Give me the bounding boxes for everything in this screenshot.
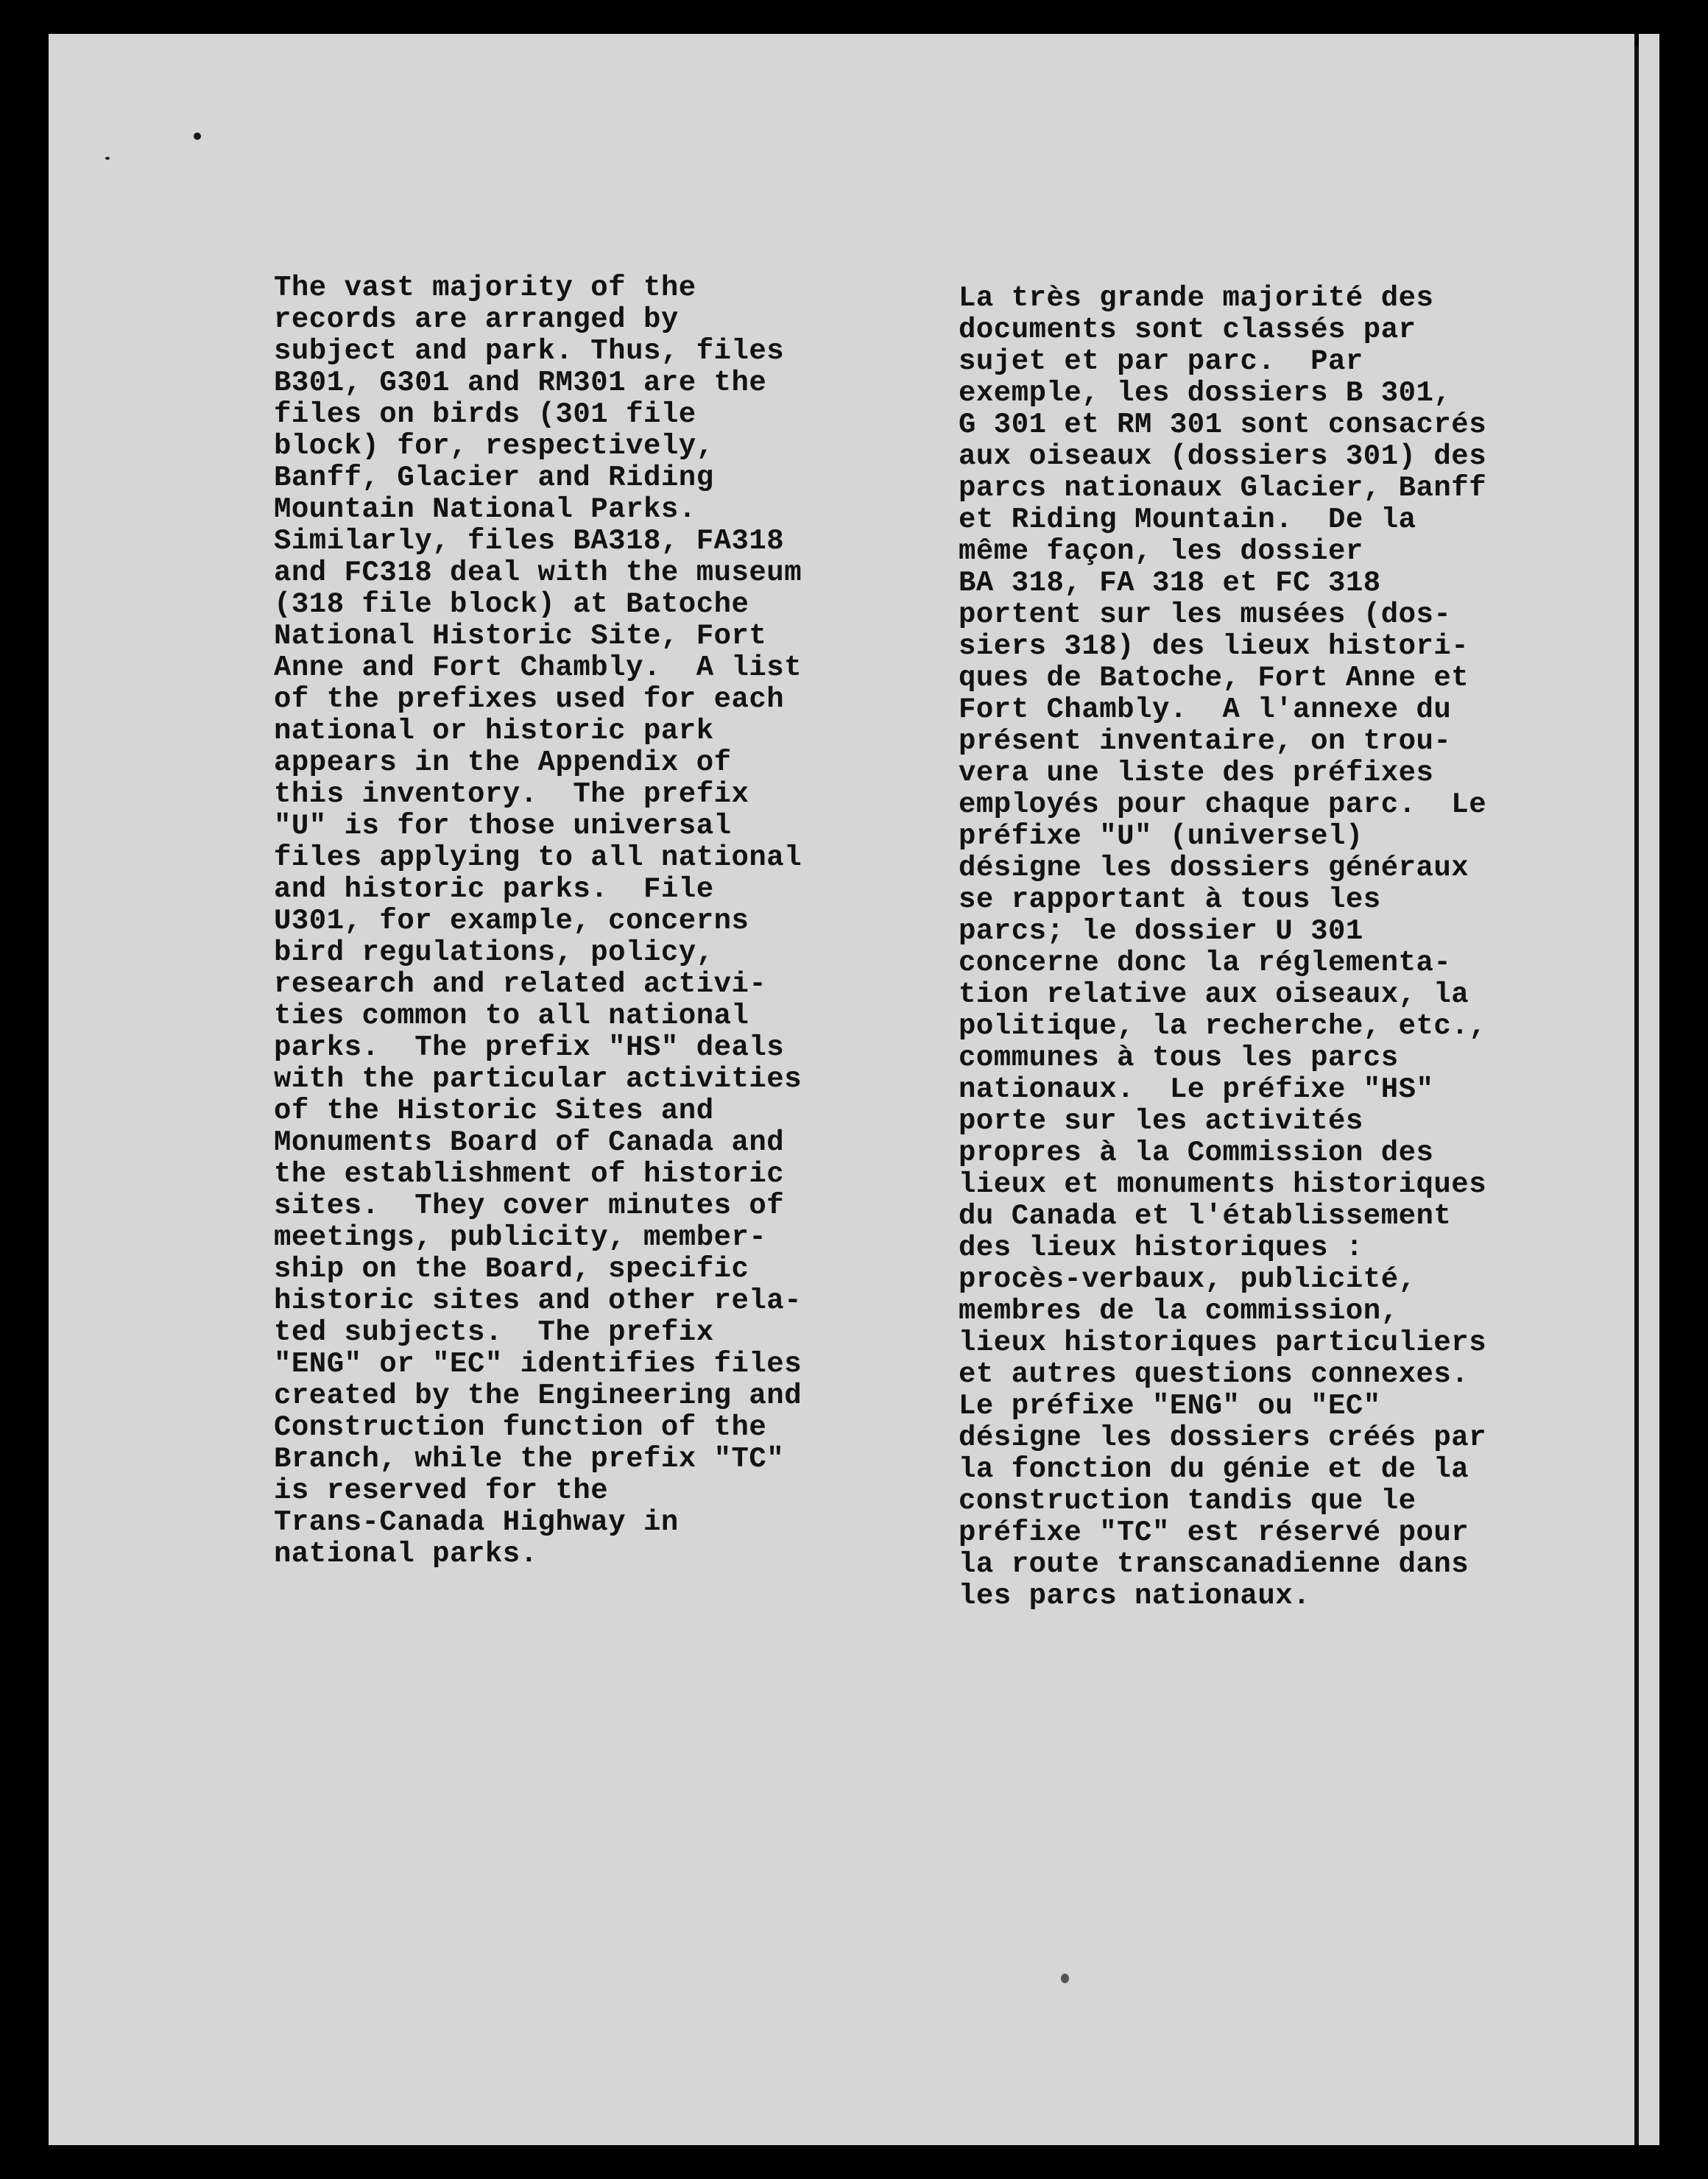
- text-line: parcs; le dossier U 301: [959, 915, 1363, 947]
- text-line: U301, for example, concerns: [274, 905, 749, 937]
- text-line: created by the Engineering and: [274, 1380, 802, 1412]
- text-line: porte sur les activités: [959, 1105, 1363, 1137]
- text-line: concerne donc la réglementa-: [959, 947, 1452, 979]
- text-line: historic sites and other rela-: [274, 1285, 802, 1317]
- text-line: records are arranged by: [274, 303, 679, 336]
- text-line: The vast majority of the: [274, 272, 696, 304]
- text-line: employés pour chaque parc. Le: [959, 788, 1487, 821]
- text-line: (318 file block) at Batoche: [274, 588, 749, 621]
- text-line: appears in the Appendix of: [274, 746, 732, 779]
- text-line: Le préfixe "ENG" ou "EC": [959, 1390, 1381, 1422]
- text-line: Branch, while the prefix "TC": [274, 1443, 785, 1475]
- text-line: aux oiseaux (dossiers 301) des: [959, 440, 1487, 473]
- text-line: les parcs nationaux.: [959, 1580, 1311, 1612]
- text-line: du Canada et l'établissement: [959, 1200, 1452, 1232]
- text-line: Mountain National Parks.: [274, 493, 696, 526]
- text-line: des lieux historiques :: [959, 1232, 1363, 1264]
- text-line: parcs nationaux Glacier, Banff: [959, 472, 1487, 504]
- text-line: La très grande majorité des: [959, 282, 1434, 314]
- text-line: désigne les dossiers généraux: [959, 852, 1469, 884]
- text-line: national or historic park: [274, 715, 714, 747]
- french-column: [959, 283, 1562, 1612]
- text-line: documents sont classés par: [959, 314, 1416, 346]
- text-line: and FC318 deal with the museum: [274, 557, 802, 589]
- text-line: subject and park. Thus, files: [274, 335, 785, 367]
- text-line: Trans-Canada Highway in: [274, 1506, 679, 1539]
- text-line: meetings, publicity, member-: [274, 1221, 767, 1254]
- text-line: membres de la commission,: [959, 1295, 1399, 1327]
- page-edge-strip: [1639, 34, 1659, 2145]
- text-line: bird regulations, policy,: [274, 936, 714, 969]
- text-line: lieux historiques particuliers: [959, 1327, 1487, 1359]
- text-line: and historic parks. File: [274, 873, 714, 905]
- text-line: research and related activi-: [274, 968, 767, 1000]
- text-line: exemple, les dossiers B 301,: [959, 377, 1452, 409]
- text-line: Anne and Fort Chambly. A list: [274, 651, 802, 684]
- text-line: BA 318, FA 318 et FC 318: [959, 567, 1381, 599]
- text-line: présent inventaire, on trou-: [959, 725, 1452, 757]
- text-line: désigne les dossiers créés par: [959, 1422, 1487, 1454]
- text-line: Construction function of the: [274, 1411, 767, 1444]
- speck-mark: [105, 157, 110, 160]
- text-line: et autres questions connexes.: [959, 1358, 1469, 1391]
- text-line: national parks.: [274, 1538, 538, 1570]
- text-line: ted subjects. The prefix: [274, 1316, 714, 1349]
- text-line: procès-verbaux, publicité,: [959, 1263, 1416, 1296]
- text-line: préfixe "TC" est réservé pour: [959, 1516, 1469, 1549]
- text-line: of the Historic Sites and: [274, 1095, 714, 1127]
- text-line: Similarly, files BA318, FA318: [274, 525, 785, 557]
- speck-mark: [194, 133, 201, 140]
- text-line: tion relative aux oiseaux, la: [959, 978, 1469, 1011]
- text-line: préfixe "U" (universel): [959, 820, 1363, 852]
- text-line: siers 318) des lieux histori-: [959, 630, 1469, 663]
- text-line: Monuments Board of Canada and: [274, 1126, 785, 1159]
- text-line: même façon, les dossier: [959, 535, 1363, 568]
- text-line: is reserved for the: [274, 1475, 609, 1507]
- text-line: se rapportant à tous les: [959, 883, 1381, 916]
- text-line: propres à la Commission des: [959, 1137, 1434, 1169]
- english-column: [274, 272, 878, 1570]
- text-line: "ENG" or "EC" identifies files: [274, 1348, 802, 1380]
- text-line: construction tandis que le: [959, 1485, 1416, 1517]
- text-line: B301, G301 and RM301 are the: [274, 367, 767, 399]
- text-line: G 301 et RM 301 sont consacrés: [959, 409, 1487, 441]
- text-line: "U" is for those universal: [274, 810, 732, 842]
- text-line: National Historic Site, Fort: [274, 620, 767, 652]
- text-line: parks. The prefix "HS" deals: [274, 1031, 785, 1064]
- text-line: files on birds (301 file: [274, 398, 696, 431]
- text-line: with the particular activities: [274, 1063, 802, 1095]
- text-line: vera une liste des préfixes: [959, 757, 1434, 789]
- text-line: sujet et par parc. Par: [959, 345, 1363, 378]
- text-line: block) for, respectively,: [274, 430, 714, 462]
- text-line: Banff, Glacier and Riding: [274, 462, 714, 494]
- text-line: the establishment of historic: [274, 1158, 785, 1190]
- text-line: communes à tous les parcs: [959, 1042, 1399, 1074]
- text-line: la route transcanadienne dans: [959, 1548, 1469, 1581]
- text-line: et Riding Mountain. De la: [959, 504, 1416, 536]
- text-line: portent sur les musées (dos-: [959, 598, 1452, 631]
- speck-mark: [1061, 1974, 1069, 1983]
- text-line: ties common to all national: [274, 1000, 749, 1032]
- text-line: Fort Chambly. A l'annexe du: [959, 693, 1452, 726]
- text-line: of the prefixes used for each: [274, 683, 785, 716]
- text-line: this inventory. The prefix: [274, 778, 749, 810]
- text-line: lieux et monuments historiques: [959, 1168, 1487, 1201]
- text-line: files applying to all national: [274, 841, 802, 874]
- text-line: nationaux. Le préfixe "HS": [959, 1073, 1434, 1106]
- text-line: la fonction du génie et de la: [959, 1453, 1469, 1486]
- text-line: ques de Batoche, Fort Anne et: [959, 662, 1469, 694]
- text-line: ship on the Board, specific: [274, 1253, 749, 1285]
- text-line: politique, la recherche, etc.,: [959, 1010, 1487, 1042]
- text-line: sites. They cover minutes of: [274, 1190, 785, 1222]
